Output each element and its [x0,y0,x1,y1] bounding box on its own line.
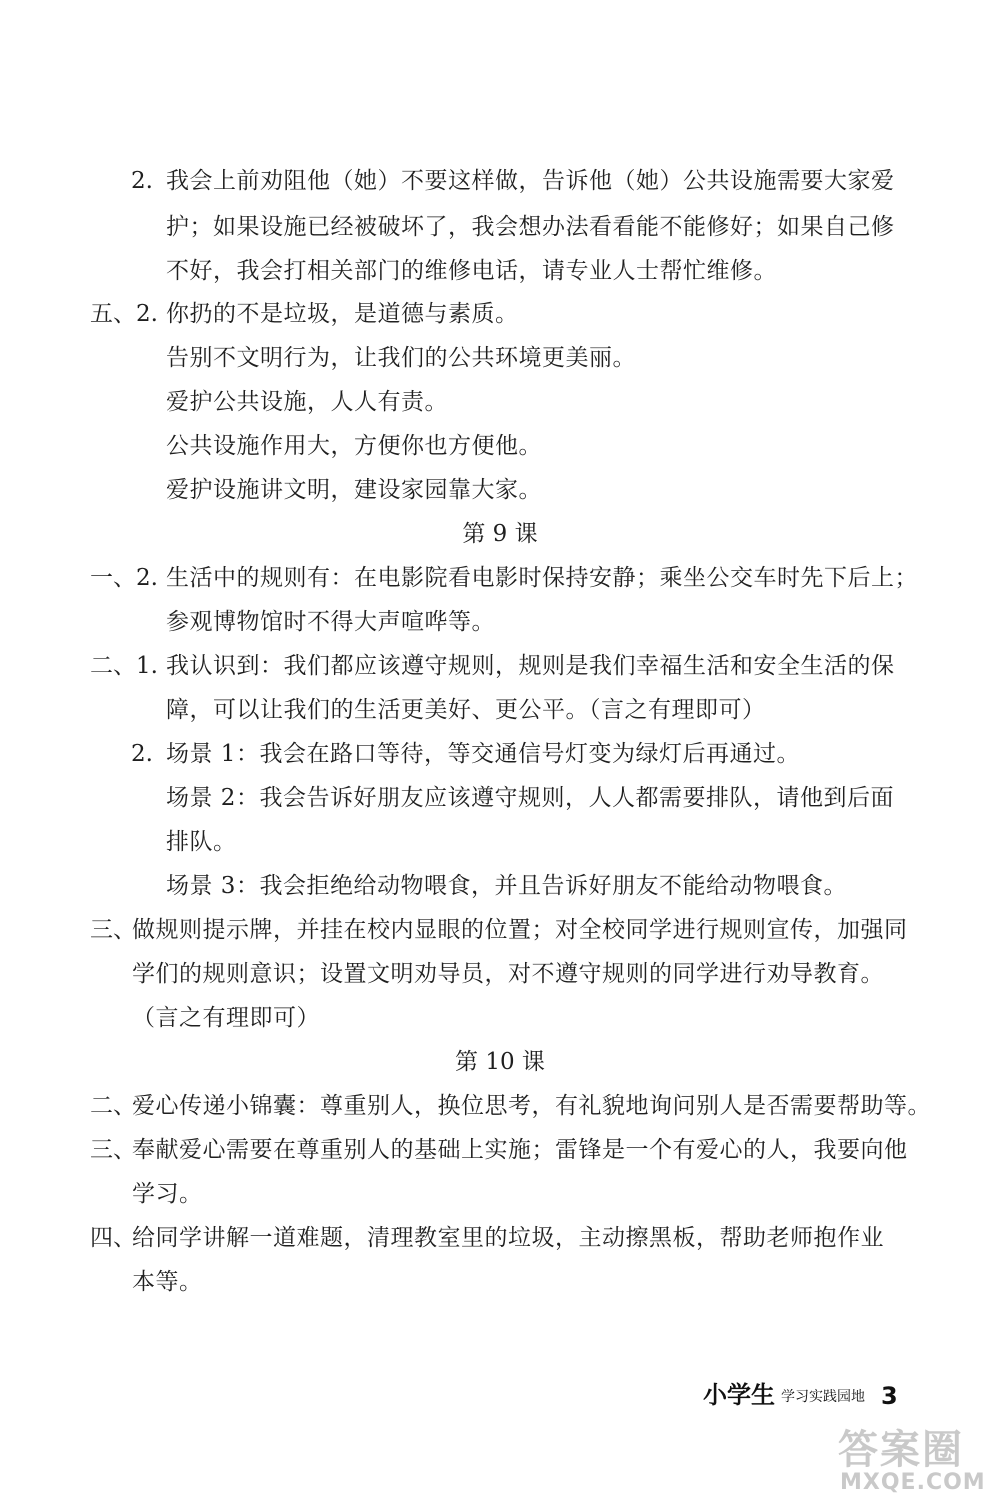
item-label: 四、 [90,1225,136,1251]
text-line: 做规则提示牌，并挂在校内显眼的位置；对全校同学进行规则宣传，加强同 [132,917,908,943]
text-line: 不好，我会打相关部门的维修电话，请专业人士帮忙维修。 [166,258,777,284]
item-label: 二、 [90,1093,136,1119]
page-number: 3 [881,1382,898,1410]
text-line: 本等。 [132,1269,203,1295]
lesson-heading: 第 9 课 [462,521,538,547]
watermark-logo [838,1418,993,1500]
text-line: 爱心传递小锦囊：尊重别人，换位思考，有礼貌地询问别人是否需要帮助等。 [132,1093,931,1119]
brand-subtitle: 学习实践园地 [781,1389,865,1405]
watermark-title: 答案圈 [838,1427,964,1473]
item-label: 2. [131,168,153,194]
text-line: 我会上前劝阻他（她）不要这样做，告诉他（她）公共设施需要大家爱 [166,168,895,194]
text-line: 爱护设施讲文明，建设家园靠大家。 [166,477,542,503]
text-line: 护；如果设施已经被破坏了，我会想办法看看能不能修好；如果自己修 [166,214,895,240]
text-line: （言之有理即可） [132,1005,320,1031]
item-label: 五、2. [90,301,158,327]
item-label: 三、 [90,917,136,943]
text-line: 告别不文明行为，让我们的公共环境更美丽。 [166,345,636,371]
text-line: 参观博物馆时不得大声喧哗等。 [166,609,495,635]
text-line: 生活中的规则有：在电影院看电影时保持安静；乘坐公交车时先下后上； [166,565,918,591]
text-line: 场景 1：我会在路口等待，等交通信号灯变为绿灯后再通过。 [166,741,800,767]
lesson-heading: 第 10 课 [455,1049,545,1075]
watermark-url: MXQE.COM [840,1470,986,1495]
text-line: 公共设施作用大，方便你也方便他。 [166,433,542,459]
text-line: 场景 3：我会拒绝给动物喂食，并且告诉好朋友不能给动物喂食。 [166,873,847,899]
text-line: 排队。 [166,829,237,855]
text-line: 我认识到：我们都应该遵守规则，规则是我们幸福生活和安全生活的保 [166,653,895,679]
text-line: 给同学讲解一道难题，清理教室里的垃圾，主动擦黑板，帮助老师抱作业 [132,1225,884,1251]
text-line: 场景 2：我会告诉好朋友应该遵守规则，人人都需要排队，请他到后面 [166,785,894,811]
item-label: 2. [131,741,153,767]
text-line: 爱护公共设施，人人有责。 [166,389,448,415]
footer-brand [703,1374,898,1410]
item-label: 一、2. [90,565,158,591]
brand-title: 小学生 [703,1381,775,1409]
item-label: 三、 [90,1137,136,1163]
text-line: 学习。 [132,1181,203,1207]
text-line: 障，可以让我们的生活更美好、更公平。（言之有理即可） [166,697,766,723]
item-label: 二、1. [90,653,158,679]
text-line: 你扔的不是垃圾，是道德与素质。 [166,301,519,327]
text-line: 学们的规则意识；设置文明劝导员，对不遵守规则的同学进行劝导教育。 [132,961,884,987]
text-line: 奉献爱心需要在尊重别人的基础上实施；雷锋是一个有爱心的人，我要向他 [132,1137,908,1163]
